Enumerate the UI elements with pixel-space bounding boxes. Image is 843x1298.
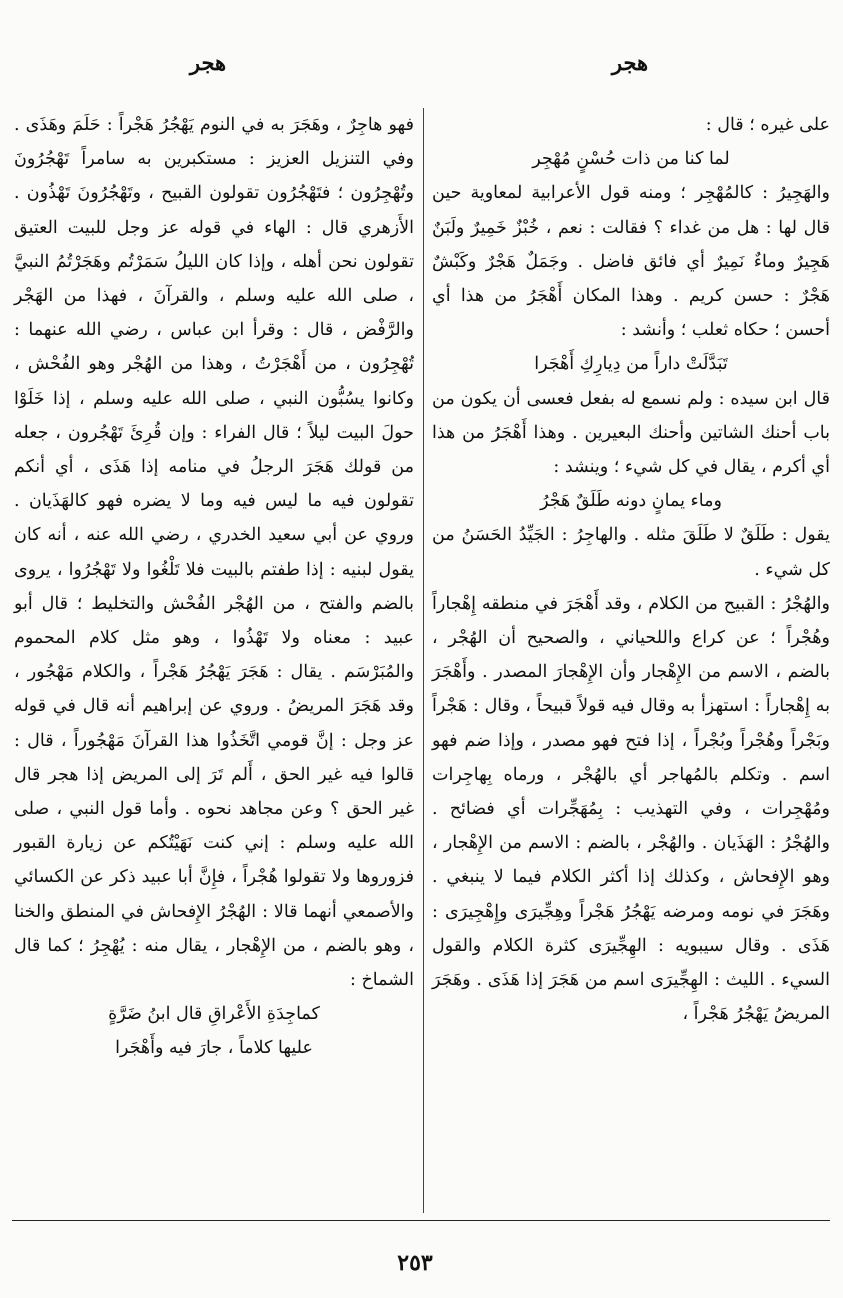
verse-line: عليها كلاماً ، جارَ فيه وأَهْجَرا [115,1038,313,1059]
left-column-header: هجر [189,50,227,75]
page-number: ٢٥٣ [397,1250,433,1276]
verse-line: كماجِدَةِ الأَعْراقِ قال ابنُ ضَرَّةٍ [108,1004,320,1025]
verse-line: وماء يمانٍ دونه طَلَقٌ هَجْرُ [540,491,722,512]
left-column [14,108,414,1066]
text-paragraph: والهُجْرُ : القبيح من الكلام ، وقد أَهْجَرَ في منطقه إِهْجاراً وهُجْراً ؛ عن كراع واللحياني ، والصحيح أن الهُجْر ، بالضم ، الاسم من الإِهْجار وأن الإِهْجارَ المصدر . وأَهْجَرَ به إِهْجاراً : استهزأ به وقال فيه قولاً قبيحاً ، وقال : هَجْراً وبَجْراً وهُجْراً وبُجْراً ، إذا فتح فهو مصدر ، وإذا ضم فهو اسم . وتكلم بالمُهاجر أي بالهُجْر ، ورماه بِهاجِرات ومُهْجِرات ، وفي التهذيب : بِمُهَجِّرات أي فضائح . والهُجْرُ : الهَذَيان . والهُجْر ، بالضم : الاسم من الإِهْجار ، وهو الإِفحاش ، وكذلك إذا أكثر الكلام فيما لا ينبغي . وهَجَرَ في نومه ومرضه يَهْجُرُ هَجْراً وهِجِّيرَى وإِهْجِيرَى : هَذَى . وقال سيبويه : الهِجِّيرَى كثرة الكلام والقول السيء . الليث : الهِجِّيرَى اسم من هَجَرَ إذا هَذَى . وهَجَرَ المريضُ يَهْجُرُ هَجْراً ، [432,593,830,1025]
right-column [432,108,830,1031]
text-paragraph: فهو هاجِرٌ ، وهَجَرَ به في النوم يَهْجُرُ هَجْراً : حَلَمَ وهَذَى . وفي التنزيل العزيز : مستكبرين به سامراً تَهْجُرُونَ وتُهْجِرُون ؛ فتَهْجُرُون تقولون القبيح ، وتَهْجُرُونَ تَهْذُون . الأَزهري قال : الهاء في قوله عز وجل للبيت العتيق تقولون نحن أهله ، وإذا كان الليلُ سَمَرْتُم وهَجَرْتُمُ النبيَّ ، صلى الله عليه وسلم ، والقرآنَ ، فهذا من الهَجْر والرَّفْض ، قال : وقرأ ابن عباس ، رضي الله عنهما : تُهْجِرُون ، من أَهْجَرْتُ ، وهذا من الهُجْر وهو الفُحْش ، وكانوا يسُبُّون النبي ، صلى الله عليه وسلم ، إذا خَلَوْا حولَ البيت ليلاً ؛ قال الفراء : وإن قُرِئَ تَهْجُرون ، جعله من قولك هَجَرَ الرجلُ في منامه إذا هَذَى ، أي أنكم تقولون فيه ما ليس فيه وما لا يضره فهو كالهَذَيان . وروي عن أبي سعيد الخدري ، رضي الله عنه ، أنه كان يقول لبنيه : إذا طفتم بالبيت فلا تَلْغُوا ولا تَهْجُرُوا ، يروى بالضم والفتح ، من الهُجْر الفُحْش والتخليط ؛ قال أبو عبيد : معناه ولا تَهْذُوا ، وهو مثل كلام المحموم والمُبَرْسَم . يقال : هَجَرَ يَهْجُرُ هَجْراً ، والكلام مَهْجُور ، وقد هَجَرَ المريضُ . وروي عن إبراهيم أنه قال في قوله عز وجل : إنَّ قومي اتَّخَذُوا هذا القرآنَ مَهْجُوراً ، قال : قالوا فيه غير الحق ، أَلم تَرَ إلى المريض إذا هجر قال غير الحق ؟ وعن مجاهد نحوه . وأما قول النبي ، صلى الله عليه وسلم : إني كنت نَهَيْتُكم عن زيارة القبور فزوروها ولا تقولوا هُجْراً ، فإِنَّ أبا عبيد ذكر عن الكسائي والأصمعي أنهما قالا : الهُجْرُ الإِفحاش في المنطق والخنا ، وهو بالضم ، من الإِهْجار ، يقال منه : يُهْجِرُ ؛ كما قال الشماخ : [14,115,414,991]
verse-line: تَبَدَّلَتْ داراً من دِيارِكِ أَهْجَرا [534,354,728,375]
text-paragraph: يقول : طَلَقٌ لا طَلَقَ مثله . والهاجِرُ : الجَيِّدُ الحَسَنُ من كل شيء . [432,525,830,580]
column-divider [423,108,424,1213]
text-paragraph: والهَجِيرُ : كالمُهْجِر ؛ ومنه قول الأعرابية لمعاوية حين قال لها : هل من غداء ؟ فقالت : نعم ، خُبْزٌ خَمِيرٌ ولَبَنٌ هَجِيرٌ وماءٌ نَمِيرٌ أي فائق فاضل . وجَمَلٌ هَجْرٌ وكَبْشٌ هَجْرٌ : حسن كريم . وهذا المكان أَهْجَرُ من هذا أي أحسن ؛ حكاه ثعلب ؛ وأنشد : [432,183,830,341]
text-line: على غيره ؛ قال : [705,115,830,135]
verse-line: لما كنا من ذات حُسْنٍ مُهْجِر [532,149,730,170]
right-column-header: هجر [611,50,649,75]
text-paragraph: قال ابن سيده : ولم نسمع له بفعل فعسى أن يكون من باب أحنك الشاتين وأحنك البعيرين . وهذا أَهْجَرُ من هذا أي أكرم ، يقال في كل شيء ؛ وينشد : [432,388,830,478]
footer-rule [12,1220,830,1221]
